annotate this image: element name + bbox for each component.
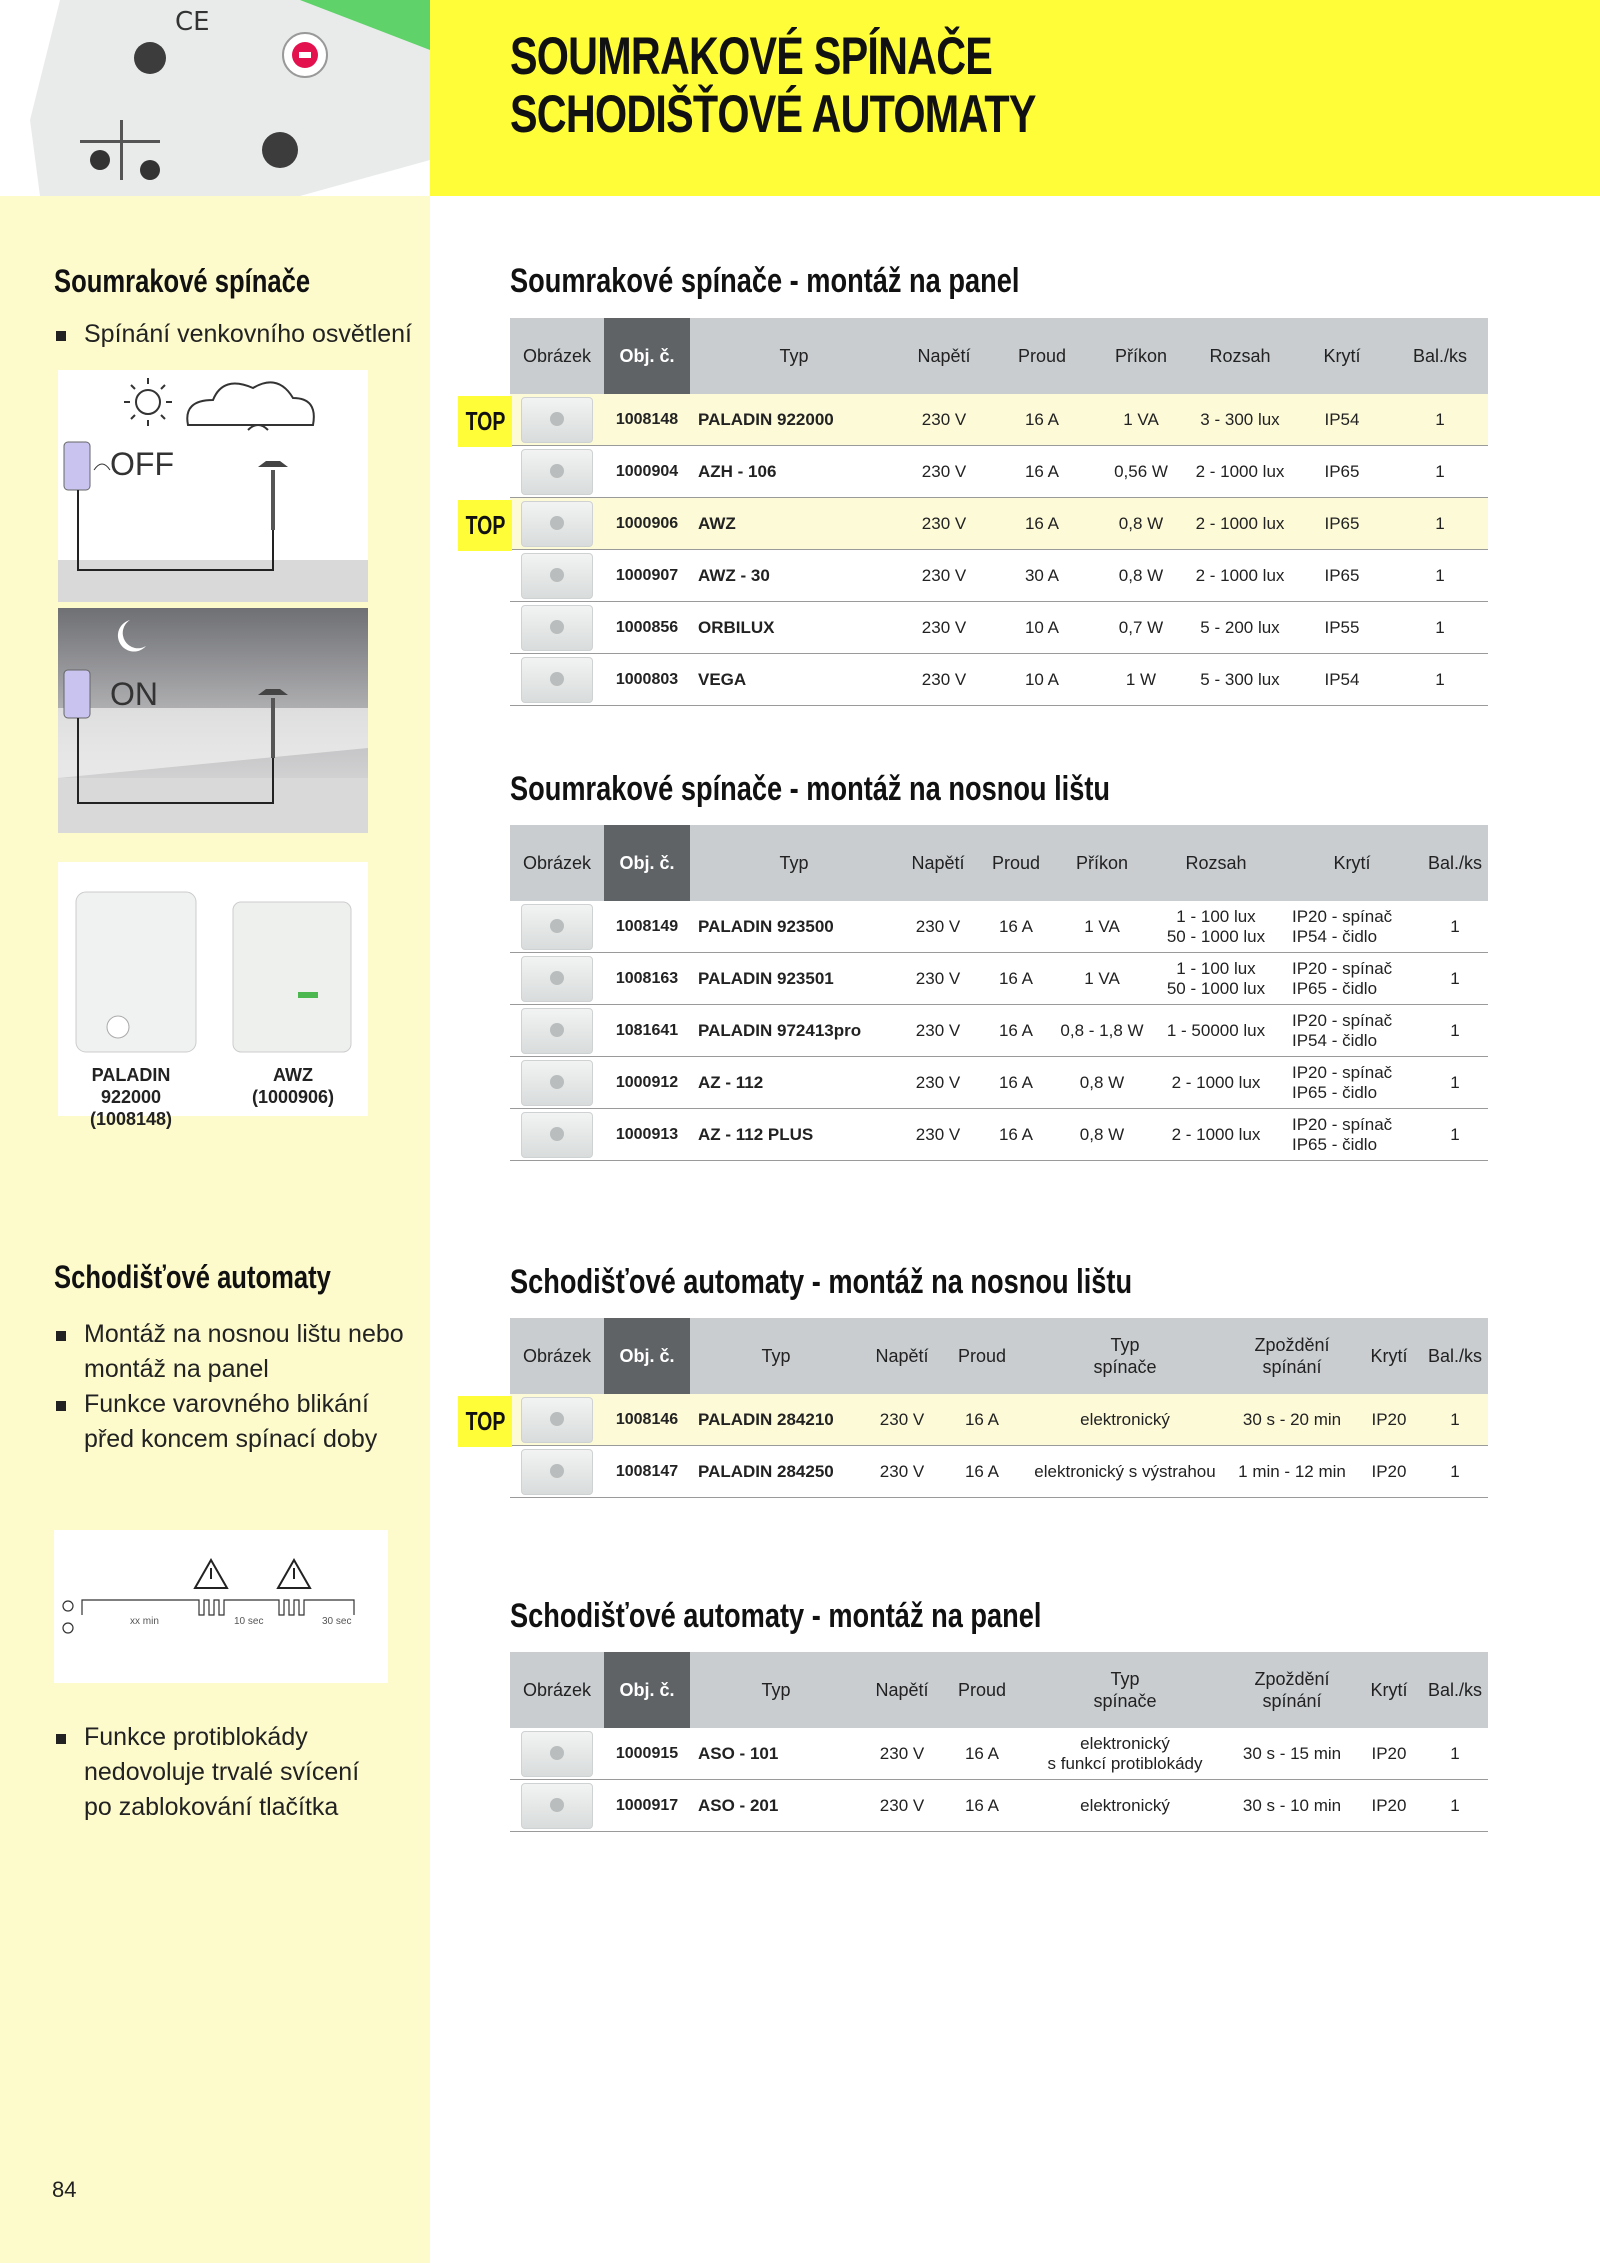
table-row: 1000906 AWZ 230 V 16 A 0,8 W 2 - 1000 lux IP65 1 [510,498,1488,550]
diagram-label-10-sec: 10 sec [234,1616,264,1627]
col-header: Obrázek [510,318,604,394]
product-thumbnail [510,1109,604,1161]
product-thumbnail [510,1394,604,1446]
product-thumbnail [510,446,604,498]
col-header: Proud [942,1652,1022,1728]
section-title-stair-panel: Schodišťové automaty - montáž na panel [510,1597,1042,1635]
page-title-line1: SOUMRAKOVÉ SPÍNAČE [510,27,993,86]
col-header: Napětí [898,318,990,394]
on-label: ON [110,676,158,712]
product-thumbnail [510,1728,604,1780]
product-thumbnail [510,498,604,550]
table-row: 1000907 AWZ - 30 230 V 30 A 0,8 W 2 - 1000 lux IP65 1 [510,550,1488,602]
table-row: 1008149 PALADIN 923500 230 V 16 A 1 VA 1 - 100 lux 50 - 1000 lux IP20 - spínač IP54 - čidlo 1 [510,901,1488,953]
col-header: Bal./ks [1392,318,1488,394]
table-row: 1081641 PALADIN 972413pro 230 V 16 A 0,8 - 1,8 W 1 - 50000 lux IP20 - spínač IP54 - čidlo 1 [510,1005,1488,1057]
col-header: Typ spínače [1022,1652,1228,1728]
table-row: 1008147 PALADIN 284250 230 V 16 A elektronický s výstrahou 1 min - 12 min IP20 1 [510,1446,1488,1498]
table-stair-panel [510,1652,1488,1832]
col-header: Typ [690,318,898,394]
product-thumbnail [510,953,604,1005]
product-thumbnail [510,550,604,602]
sidebar-heading-staircase: Schodišťové automaty [54,1259,331,1295]
page-title-line2: SCHODIŠŤOVÉ AUTOMATY [510,85,1036,144]
col-header: Obrázek [510,1652,604,1728]
col-header: Napětí [862,1318,942,1394]
col-header: Rozsah [1150,825,1282,901]
col-header: Napětí [862,1652,942,1728]
col-header: Příkon [1094,318,1188,394]
col-header: Obrázek [510,1318,604,1394]
page-title [510,28,1036,144]
product-thumbnail [510,654,604,706]
section-title-twilight-panel: Soumrakové spínače - montáž na panel [510,262,1020,300]
bullet-item: Funkce varovného blikání před koncem spínací doby [54,1387,404,1457]
col-header: Typ spínače [1022,1318,1228,1394]
col-header: Obj. č. [604,1652,690,1728]
col-header: Zpoždění spínání [1228,1318,1356,1394]
flashing-diagram [54,1530,388,1683]
col-header: Typ [690,1652,862,1728]
col-header: Obrázek [510,825,604,901]
product-caption-awz: AWZ (1000906) [251,1065,335,1107]
col-header: Bal./ks [1422,825,1488,901]
col-header: Krytí [1292,318,1392,394]
col-header: Typ [690,1318,862,1394]
col-header: Krytí [1282,825,1422,901]
diagram-label-30-sec: 30 sec [322,1616,352,1627]
top-badge: TOP [458,500,512,551]
col-header: Obj. č. [604,825,690,901]
bullet-item: Montáž na nosnou lištu nebo montáž na panel [54,1317,404,1387]
table-row: 1008146 PALADIN 284210 230 V 16 A elektronický 30 s - 20 min IP20 1 [510,1394,1488,1446]
col-header: Proud [990,318,1094,394]
bullet-item: Funkce protiblokády nedovoluje trvalé svícení po zablokování tlačítka [54,1720,384,1825]
product-thumbnail [510,394,604,446]
header-product-photo [0,0,430,196]
table-twilight-rail [510,825,1488,1161]
table-row: 1008163 PALADIN 923501 230 V 16 A 1 VA 1 - 100 lux 50 - 1000 lux IP20 - spínač IP65 - čidlo 1 [510,953,1488,1005]
bullet-item: Spínání venkovního osvětlení [54,317,412,352]
section-title-twilight-rail: Soumrakové spínače - montáž na nosnou lištu [510,770,1111,808]
sidebar-staircase-bullets [54,1317,404,1457]
col-header: Bal./ks [1422,1318,1488,1394]
diagram-label-xx-min: xx min [130,1616,159,1627]
table-stair-rail [510,1318,1488,1498]
page-number: 84 [52,2177,77,2202]
product-thumbnail [510,1005,604,1057]
product-thumbnail [510,602,604,654]
col-header: Obj. č. [604,318,690,394]
col-header: Zpoždění spínání [1228,1652,1356,1728]
sidebar-twilight-bullets [54,317,412,352]
col-header: Proud [978,825,1054,901]
product-thumbnail [510,1446,604,1498]
product-caption-paladin: PALADIN 922000 (1008148) [89,1065,173,1129]
col-header: Bal./ks [1422,1652,1488,1728]
product-thumbnail [510,1057,604,1109]
col-header: Krytí [1356,1652,1422,1728]
sidebar-staircase-bullets-2 [54,1720,384,1825]
product-thumbnail [510,901,604,953]
table-row: 1000803 VEGA 230 V 10 A 1 W 5 - 300 lux IP54 1 [510,654,1488,706]
table-row: 1000915 ASO - 101 230 V 16 A elektronický s funkcí protiblokády 30 s - 15 min IP20 1 [510,1728,1488,1780]
col-header: Napětí [898,825,978,901]
table-row: 1000917 ASO - 201 230 V 16 A elektronický 30 s - 10 min IP20 1 [510,1780,1488,1832]
sidebar-product-photos [58,862,368,1129]
table-row: 1000856 ORBILUX 230 V 10 A 0,7 W 5 - 200 lux IP55 1 [510,602,1488,654]
off-label: OFF [110,446,174,482]
table-row: 1008148 PALADIN 922000 230 V 16 A 1 VA 3 - 300 lux IP54 1 [510,394,1488,446]
table-twilight-panel [510,318,1488,706]
table-row: 1000904 AZH - 106 230 V 16 A 0,56 W 2 - 1000 lux IP65 1 [510,446,1488,498]
top-badge: TOP [458,396,512,447]
col-header: Typ [690,825,898,901]
col-header: Příkon [1054,825,1150,901]
illustration-day-off [58,370,368,602]
col-header: Proud [942,1318,1022,1394]
table-row: 1000913 AZ - 112 PLUS 230 V 16 A 0,8 W 2 - 1000 lux IP20 - spínač IP65 - čidlo 1 [510,1109,1488,1161]
col-header: Rozsah [1188,318,1292,394]
col-header: Obj. č. [604,1318,690,1394]
table-row: 1000912 AZ - 112 230 V 16 A 0,8 W 2 - 1000 lux IP20 - spínač IP65 - čidlo 1 [510,1057,1488,1109]
col-header: Krytí [1356,1318,1422,1394]
top-badge: TOP [458,1396,512,1447]
sidebar-heading-twilight: Soumrakové spínače [54,263,311,299]
product-thumbnail [510,1780,604,1832]
section-title-stair-rail: Schodišťové automaty - montáž na nosnou lištu [510,1263,1133,1301]
svg-text:CE: CE [175,7,210,37]
illustration-night-on [58,608,368,833]
